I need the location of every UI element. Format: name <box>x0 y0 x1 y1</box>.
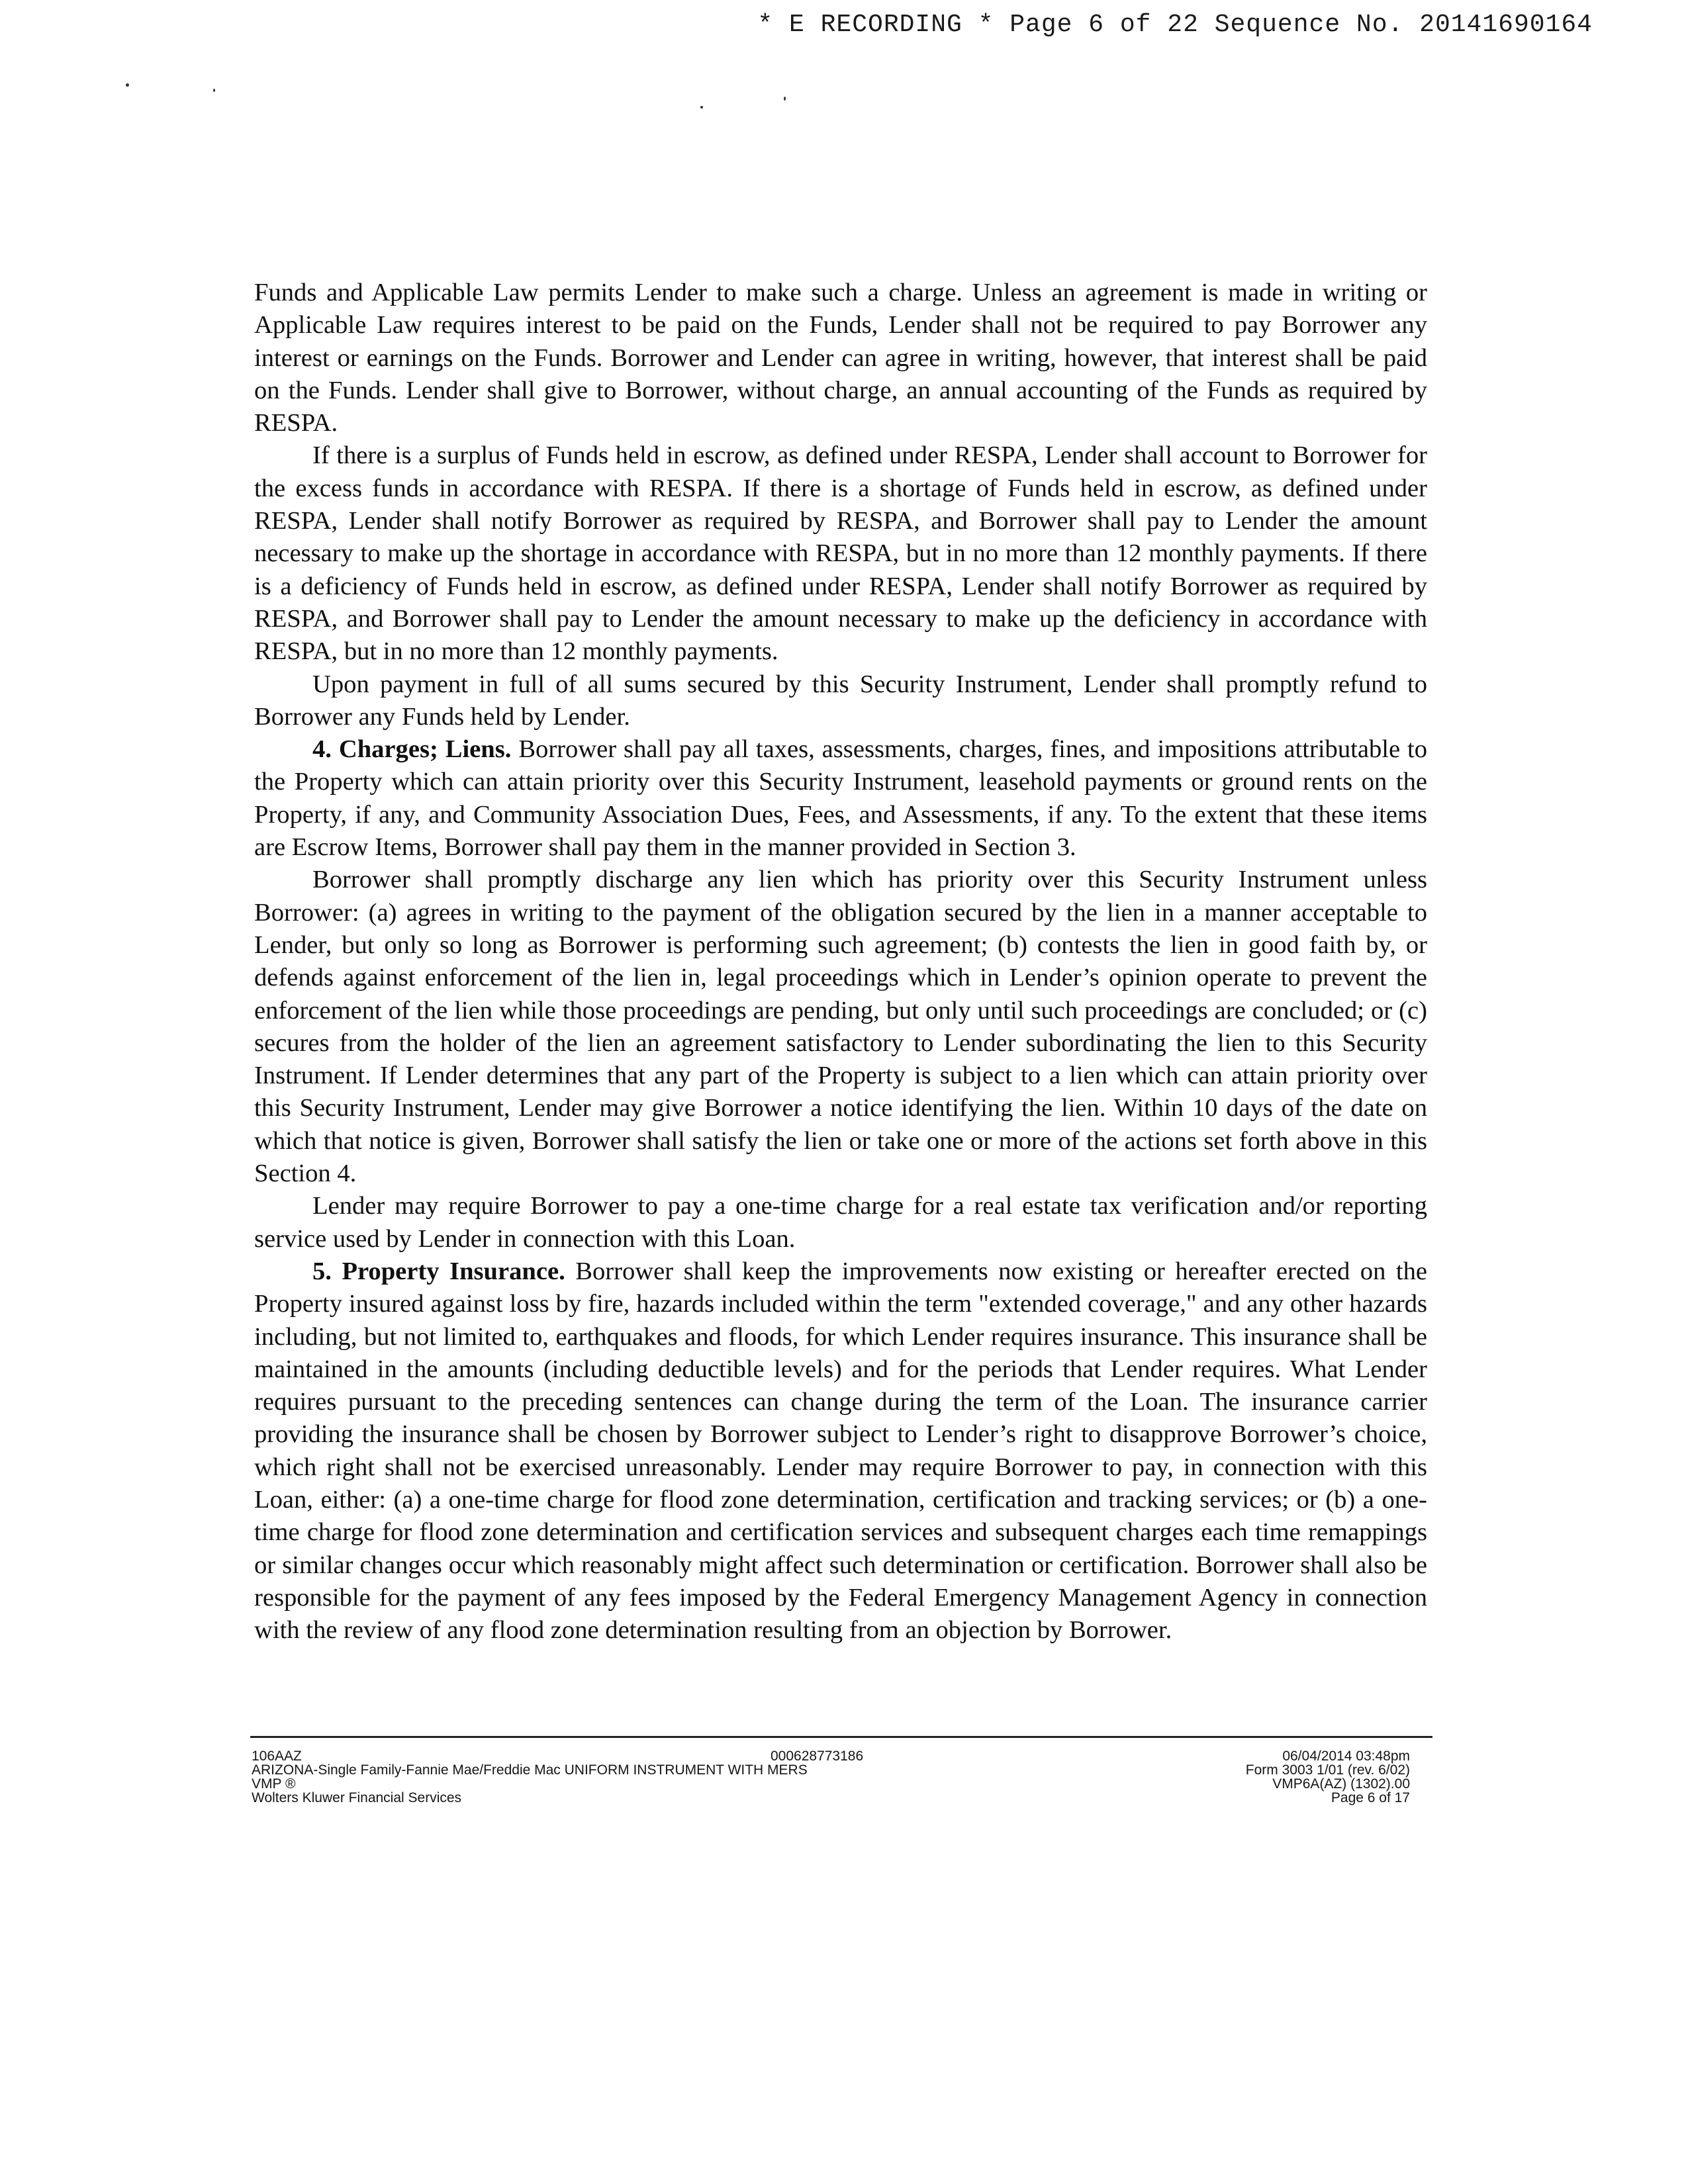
vmp-code: VMP6A(AZ) (1302).00 <box>1272 1776 1410 1792</box>
print-datetime: 06/04/2014 03:48pm <box>1282 1749 1410 1764</box>
footer-left-block <box>252 1749 808 1805</box>
section-5-property-insurance <box>254 1255 1427 1647</box>
scan-speck <box>213 89 215 92</box>
page-number: Page 6 of 17 <box>1331 1790 1410 1805</box>
paragraph-funds-interest <box>254 277 1427 439</box>
paragraph-tax-verification <box>254 1190 1427 1255</box>
recording-header: * E RECORDING * Page 6 of 22 Sequence No. 20141690164 <box>757 11 1593 39</box>
paragraph-text: Borrower shall promptly discharge any lien which has priority over this Security Instrument unless Borrower: (a) agrees in writing to the payment of the obligation secured by the lien in a manner acceptable to Lender, but only so long as Borrower is performing such agreement; (b) contests the lien in good faith by, or defends against enforcement of the lien in, legal proceedings which in Lender’s opinion operate to prevent the enforcement of the lien while those proceedings are pending, but only until such proceedings are concluded; or (c) secures from the holder of the lien an agreement satisfactory to Lender subordinating the lien to this Security Instrument. If Lender determines that any part of the Property is subject to a lien which can attain priority over this Security Instrument, Lender may give Borrower a notice identifying the lien. Within 10 days of the date on which that notice is given, Borrower shall satisfy the lien or take one or more of the actions set forth above in this Section 4. <box>254 866 1427 1188</box>
footer-right-block <box>1246 1749 1410 1805</box>
publisher-name: Wolters Kluwer Financial Services <box>252 1790 462 1805</box>
paragraph-escrow-surplus <box>254 439 1427 668</box>
scan-speck <box>126 83 129 87</box>
paragraph-text: Lender may require Borrower to pay a one-time charge for a real estate tax verification and/or reporting service used by Lender in connection with this Loan. <box>254 1192 1427 1253</box>
form-title: ARIZONA-Single Family-Fannie Mae/Freddie Mac UNIFORM INSTRUMENT WITH MERS <box>252 1762 808 1778</box>
footer-divider <box>250 1736 1432 1738</box>
form-number: Form 3003 1/01 (rev. 6/02) <box>1245 1762 1410 1778</box>
scan-speck <box>700 106 703 109</box>
paragraph-refund <box>254 668 1427 734</box>
vmp-mark: VMP ® <box>252 1776 296 1792</box>
form-code: 106AAZ <box>252 1749 302 1764</box>
paragraph-text: Borrower shall pay all taxes, assessments, charges, fines, and impositions attributable to the Property which can attain priority over this Security Instrument, leasehold payments or ground rents on the Property, if any, and Community Association Dues, Fees, and Assessments, if any. To the extent that these items are Escrow Items, Borrower shall pay them in the manner provided in Section 3. <box>254 735 1427 862</box>
loan-number: 000628773186 <box>771 1749 864 1764</box>
section-heading: 5. Property Insurance. <box>312 1257 565 1285</box>
section-heading: 4. Charges; Liens. <box>312 735 512 764</box>
paragraph-discharge-lien <box>254 864 1427 1190</box>
scan-speck <box>784 97 786 101</box>
section-4-charges-liens <box>254 733 1427 864</box>
footer-center-block <box>771 1749 863 1763</box>
document-body <box>254 277 1427 1647</box>
paragraph-text: Borrower shall keep the improvements now existing or hereafter erected on the Property insured against loss by fire, hazards included within the term "extended coverage," and any other hazards including, but not limited to, earthquakes and floods, for which Lender requires insurance. This insurance shall be maintained in the amounts (including deductible levels) and for the periods that Lender requires. What Lender requires pursuant to the preceding sentences can change during the term of the Loan. The insurance carrier providing the insurance shall be chosen by Borrower subject to Lender’s right to disapprove Borrower’s choice, which right shall not be exercised unreasonably. Lender may require Borrower to pay, in connection with this Loan, either: (a) a one-time charge for flood zone determination, certification and tracking services; or (b) a one-time charge for flood zone determination and certification services and subsequent charges each time remappings or similar changes occur which reasonably might affect such determination or certification. Borrower shall also be responsible for the payment of any fees imposed by the Federal Emergency Management Agency in connection with the review of any flood zone determination resulting from an objection by Borrower. <box>254 1257 1427 1645</box>
paragraph-text: Funds and Applicable Law permits Lender to make such a charge. Unless an agreement is made in writing or Applicable Law requires interest to be paid on the Funds, Lender shall not be required to pay Borrower any interest or earnings on the Funds. Borrower and Lender can agree in writing, however, that interest shall be paid on the Funds. Lender shall give to Borrower, without charge, an annual accounting of the Funds as required by RESPA. <box>254 279 1427 437</box>
paragraph-text: If there is a surplus of Funds held in escrow, as defined under RESPA, Lender shall account to Borrower for the excess funds in accordance with RESPA. If there is a shortage of Funds held in escrow, as defined under RESPA, Lender shall notify Borrower as required by RESPA, and Borrower shall pay to Lender the amount necessary to make up the shortage in accordance with RESPA, but in no more than 12 monthly payments. If there is a deficiency of Funds held in escrow, as defined under RESPA, Lender shall notify Borrower as required by RESPA, and Borrower shall pay to Lender the amount necessary to make up the deficiency in accordance with RESPA, but in no more than 12 monthly payments. <box>254 441 1427 666</box>
paragraph-text: Upon payment in full of all sums secured by this Security Instrument, Lender shall promptly refund to Borrower any Funds held by Lender. <box>254 670 1427 731</box>
